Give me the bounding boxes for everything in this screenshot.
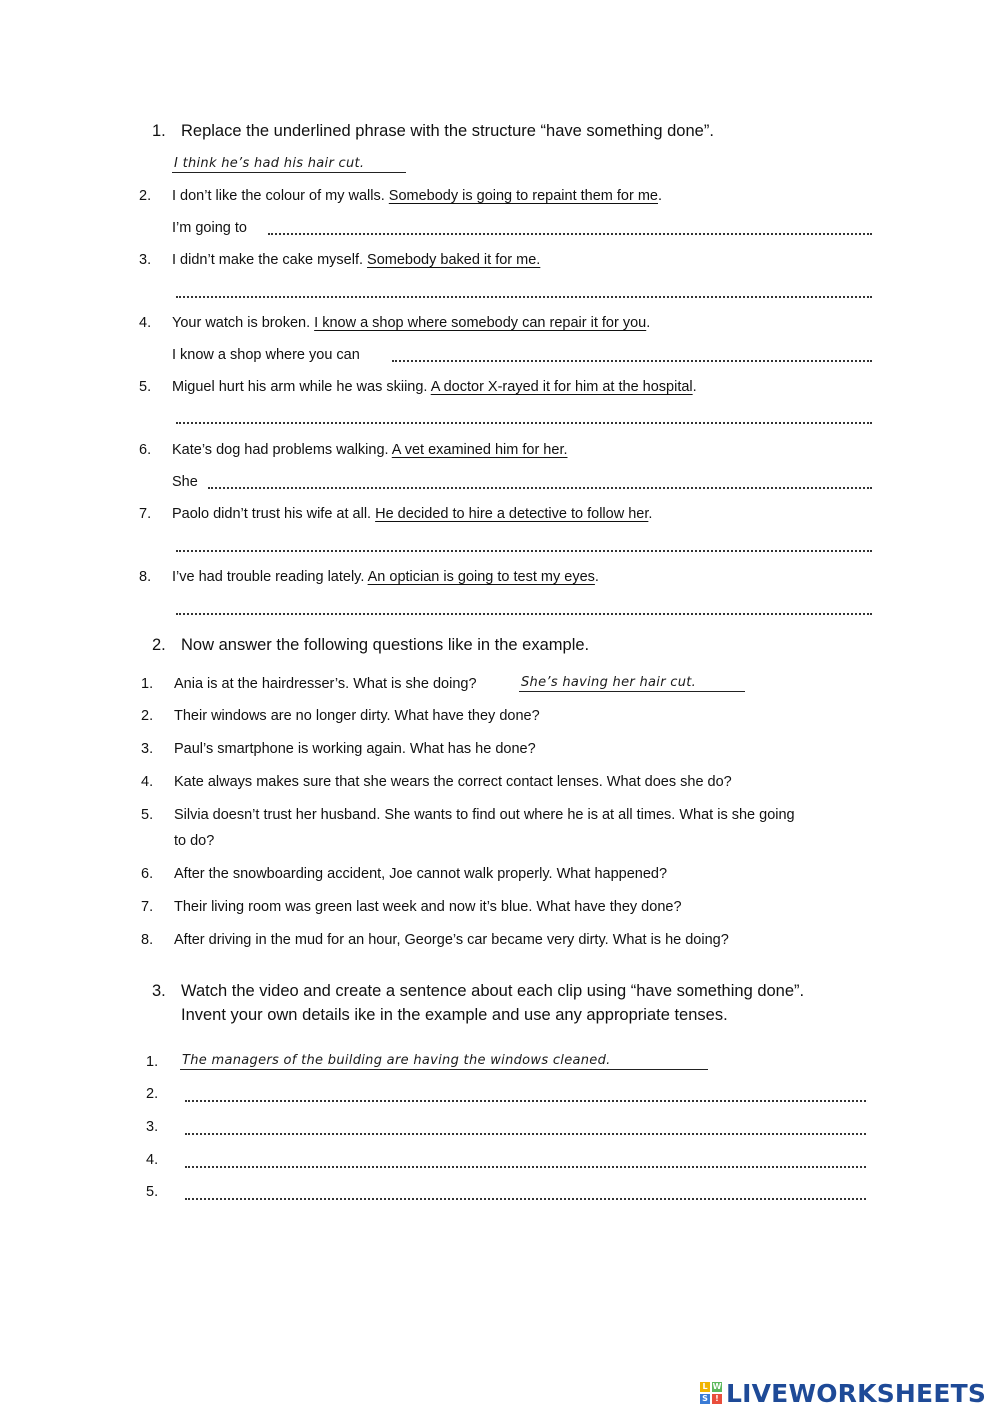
s1-item3-answer-line[interactable] [176, 296, 872, 298]
s1-item2-prompt: I’m going to [172, 220, 247, 236]
s1-item8-answer-line[interactable] [176, 613, 872, 615]
section3-heading-line1: Watch the video and create a sentence about each clip using “have something done”. [181, 982, 805, 1000]
s2-item3-number: 3. [141, 741, 154, 757]
s1-item3-text: I didn’t make the cake myself. Somebody baked it for me. [172, 252, 541, 268]
s3-example-answer: The managers of the building are having the windows cleaned. [180, 1053, 708, 1070]
s3-item3-number: 3. [146, 1119, 159, 1135]
s1-item8-text: I’ve had trouble reading lately. An optician is going to test my eyes. [172, 569, 599, 585]
section1-example-answer: I think he’s had his hair cut. [172, 156, 406, 173]
s2-example-answer: She’s having her hair cut. [519, 675, 745, 692]
s2-item5-text: Silvia doesn’t trust her husband. She wants to find out where he is at all times. What is she going [174, 807, 795, 823]
s2-item2-number: 2. [141, 708, 154, 724]
s1-item2-underlined: Somebody is going to repaint them for me [388, 188, 658, 204]
logo-tile: S [700, 1394, 710, 1404]
section3-number: 3. [152, 982, 166, 1000]
s2-item1-number: 1. [141, 676, 154, 692]
section2-heading: Now answer the following questions like in the example. [181, 636, 590, 654]
s1-item7-text: Paolo didn’t trust his wife at all. He decided to hire a detective to follow her. [172, 506, 653, 522]
s2-item7-text: Their living room was green last week and now it’s blue. What have they done? [174, 899, 682, 915]
liveworksheets-logo[interactable] [700, 1378, 986, 1408]
s1-item2-number: 2. [139, 188, 152, 204]
section3-heading-line2: Invent your own details ike in the example and use any appropriate tenses. [181, 1006, 728, 1024]
s3-item5-number: 5. [146, 1184, 159, 1200]
s1-item5-underlined: A doctor X-rayed it for him at the hospital [430, 379, 693, 395]
logo-text: LIVEWORKSHEETS [726, 1378, 987, 1408]
s2-item5-text-continued: to do? [174, 833, 215, 849]
s1-item7-answer-line[interactable] [176, 550, 872, 552]
s1-item6-number: 6. [139, 442, 152, 458]
s1-item2-answer-line[interactable] [268, 233, 872, 235]
s2-item2-text: Their windows are no longer dirty. What have they done? [174, 708, 540, 724]
s3-item3-answer-line[interactable] [185, 1133, 866, 1135]
logo-tiles-icon [700, 1382, 722, 1404]
s2-item3-text: Paul’s smartphone is working again. What has he done? [174, 741, 536, 757]
s2-item8-text: After driving in the mud for an hour, George’s car became very dirty. What is he doing? [174, 932, 729, 948]
logo-tile: ! [712, 1394, 722, 1404]
s2-item6-text: After the snowboarding accident, Joe cannot walk properly. What happened? [174, 866, 668, 882]
s3-item4-answer-line[interactable] [185, 1166, 866, 1168]
section2-number: 2. [152, 636, 166, 654]
s1-item6-text: Kate’s dog had problems walking. A vet examined him for her. [172, 442, 568, 458]
s1-item6-prompt: She [172, 474, 198, 490]
logo-tile: W [712, 1382, 722, 1391]
s1-item4-prompt: I know a shop where you can [172, 347, 360, 363]
s1-item6-answer-line[interactable] [208, 487, 872, 489]
s3-item4-number: 4. [146, 1152, 159, 1168]
s3-item5-answer-line[interactable] [185, 1198, 866, 1200]
section1-number: 1. [152, 122, 166, 140]
s1-item4-text: Your watch is broken. I know a shop where somebody can repair it for you. [172, 315, 651, 331]
s1-item3-number: 3. [139, 252, 152, 268]
s1-item3-underlined: Somebody baked it for me. [367, 252, 541, 268]
s1-item4-number: 4. [139, 315, 152, 331]
s2-item1-text: Ania is at the hairdresser’s. What is she doing? [174, 676, 477, 692]
s1-item5-text: Miguel hurt his arm while he was skiing. A doctor X-rayed it for him at the hospital. [172, 379, 697, 395]
s1-item4-answer-line[interactable] [392, 360, 872, 362]
s1-item7-underlined: He decided to hire a detective to follow her [375, 506, 649, 522]
s2-item6-number: 6. [141, 866, 154, 882]
s1-item2-text: I don’t like the colour of my walls. Somebody is going to repaint them for me. [172, 188, 663, 204]
s1-item6-underlined: A vet examined him for her. [391, 442, 568, 458]
logo-tile: L [700, 1382, 710, 1392]
s2-item5-number: 5. [141, 807, 154, 823]
s1-item4-underlined: I know a shop where somebody can repair it for you [314, 315, 647, 331]
s3-item2-number: 2. [146, 1086, 159, 1102]
s2-item4-text: Kate always makes sure that she wears the correct contact lenses. What does she do? [174, 774, 732, 790]
s1-item8-number: 8. [139, 569, 152, 585]
s2-item8-number: 8. [141, 932, 154, 948]
s1-item5-answer-line[interactable] [176, 422, 872, 424]
s1-item7-number: 7. [139, 506, 152, 522]
s2-item7-number: 7. [141, 899, 154, 915]
section1-heading: Replace the underlined phrase with the structure “have something done”. [181, 122, 714, 140]
s1-item5-number: 5. [139, 379, 152, 395]
s3-item2-answer-line[interactable] [185, 1100, 866, 1102]
s2-item4-number: 4. [141, 774, 154, 790]
s1-item8-underlined: An optician is going to test my eyes [367, 569, 595, 585]
s3-example-number: 1. [146, 1054, 159, 1070]
